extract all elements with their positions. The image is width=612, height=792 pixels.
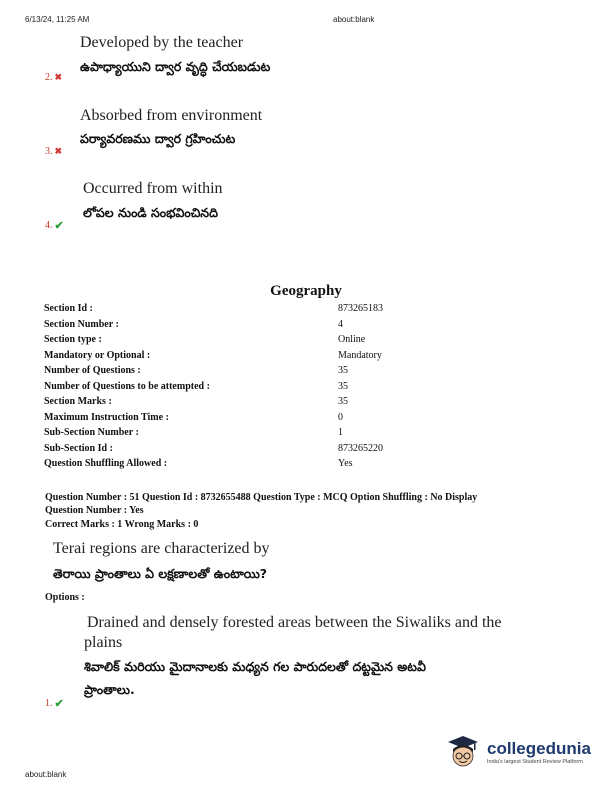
row-value: 35 xyxy=(338,365,348,376)
option-4-number xyxy=(45,219,64,232)
row-value: 873265220 xyxy=(338,443,383,454)
option-4-text-en: Occurred from within xyxy=(83,180,223,197)
option-1-text-en-line1: Drained and densely forested areas between the Siwaliks and the xyxy=(87,614,502,631)
row-label: Sub-Section Id : xyxy=(44,443,113,454)
option-2-text-en: Developed by the teacher xyxy=(80,34,244,51)
section-row xyxy=(44,412,564,427)
section-row xyxy=(44,381,564,396)
option-4-text-te: లోపల నుండి సంభవించినది xyxy=(83,205,218,220)
row-value: Mandatory xyxy=(338,350,382,361)
row-value: 1 xyxy=(338,427,343,438)
section-row xyxy=(44,427,564,442)
option-3-number xyxy=(45,146,62,157)
option-2-text-te: ఉపాధ్యాయుని ద్వార వృద్ధి చేయబడుట xyxy=(80,59,271,74)
row-label: Section Id : xyxy=(44,303,93,314)
row-label: Number of Questions : xyxy=(44,365,141,376)
row-label: Section type : xyxy=(44,334,102,345)
collegedunia-logo xyxy=(444,730,594,774)
section-title: Geography xyxy=(270,283,342,299)
print-datetime: 6/13/24, 11:25 AM xyxy=(25,15,90,24)
option-1-text-te-line2: ప్రాంతాలు. xyxy=(84,682,135,697)
row-value: Online xyxy=(338,334,366,345)
row-value: 0 xyxy=(338,412,343,423)
row-value: 35 xyxy=(338,396,348,407)
option-3-text-en: Absorbed from environment xyxy=(80,107,263,124)
print-footer-url: about:blank xyxy=(25,770,67,779)
row-value: 873265183 xyxy=(338,303,383,314)
question-text-te: తెరాయి ప్రాంతాలు ఏ లక్షణాలతో ఉంటాయి? xyxy=(53,566,268,581)
cross-icon: ✖ xyxy=(54,72,63,82)
option-1-text-en-line2: plains xyxy=(84,634,123,651)
row-label: Section Marks : xyxy=(44,396,112,407)
row-value: Yes xyxy=(338,458,353,469)
row-label: Number of Questions to be attempted : xyxy=(44,381,210,392)
option-2-number xyxy=(45,72,62,83)
section-row xyxy=(44,396,564,411)
question-meta-line3: Correct Marks : 1 Wrong Marks : 0 xyxy=(45,519,199,530)
section-row xyxy=(44,334,564,349)
option-1-label: 1. xyxy=(45,698,53,709)
print-page-title: about:blank xyxy=(333,15,375,24)
options-label: Options : xyxy=(45,592,85,603)
row-label: Section Number : xyxy=(44,319,119,330)
section-row xyxy=(44,443,564,458)
question-text-en: Terai regions are characterized by xyxy=(53,540,270,557)
section-row xyxy=(44,303,564,318)
cross-icon: ✖ xyxy=(54,146,63,156)
row-label: Maximum Instruction Time : xyxy=(44,412,169,423)
section-row xyxy=(44,365,564,380)
check-icon: ✔ xyxy=(54,698,64,710)
row-value: 35 xyxy=(338,381,348,392)
option-1-text-te-line1: శివాలిక్ మరియు మైదానాలకు మధ్యన గల పారుదలతో దట్టమైన అటవీ xyxy=(84,659,426,674)
option-2-label: 2. xyxy=(45,72,53,83)
row-value: 4 xyxy=(338,319,343,330)
section-row xyxy=(44,350,564,365)
logo-name: collegedunia xyxy=(487,739,591,758)
row-label: Mandatory or Optional : xyxy=(44,350,151,361)
section-row xyxy=(44,458,564,473)
logo-tagline: India's largest Student Review Platform xyxy=(487,759,583,765)
option-3-text-te: పర్యావరణము ద్వార గ్రహించుట xyxy=(80,131,236,146)
row-label: Sub-Section Number : xyxy=(44,427,139,438)
section-row xyxy=(44,319,564,334)
option-1-number xyxy=(45,697,64,710)
row-label: Question Shuffling Allowed : xyxy=(44,458,168,469)
question-meta-line1: Question Number : 51 Question Id : 8732655488 Question Type : MCQ Option Shuffling : No Display xyxy=(45,492,478,503)
mascot-icon xyxy=(444,732,482,772)
option-3-label: 3. xyxy=(45,146,53,157)
question-meta-line2: Question Number : Yes xyxy=(45,505,144,516)
option-4-label: 4. xyxy=(45,220,53,231)
check-icon: ✔ xyxy=(54,220,64,232)
